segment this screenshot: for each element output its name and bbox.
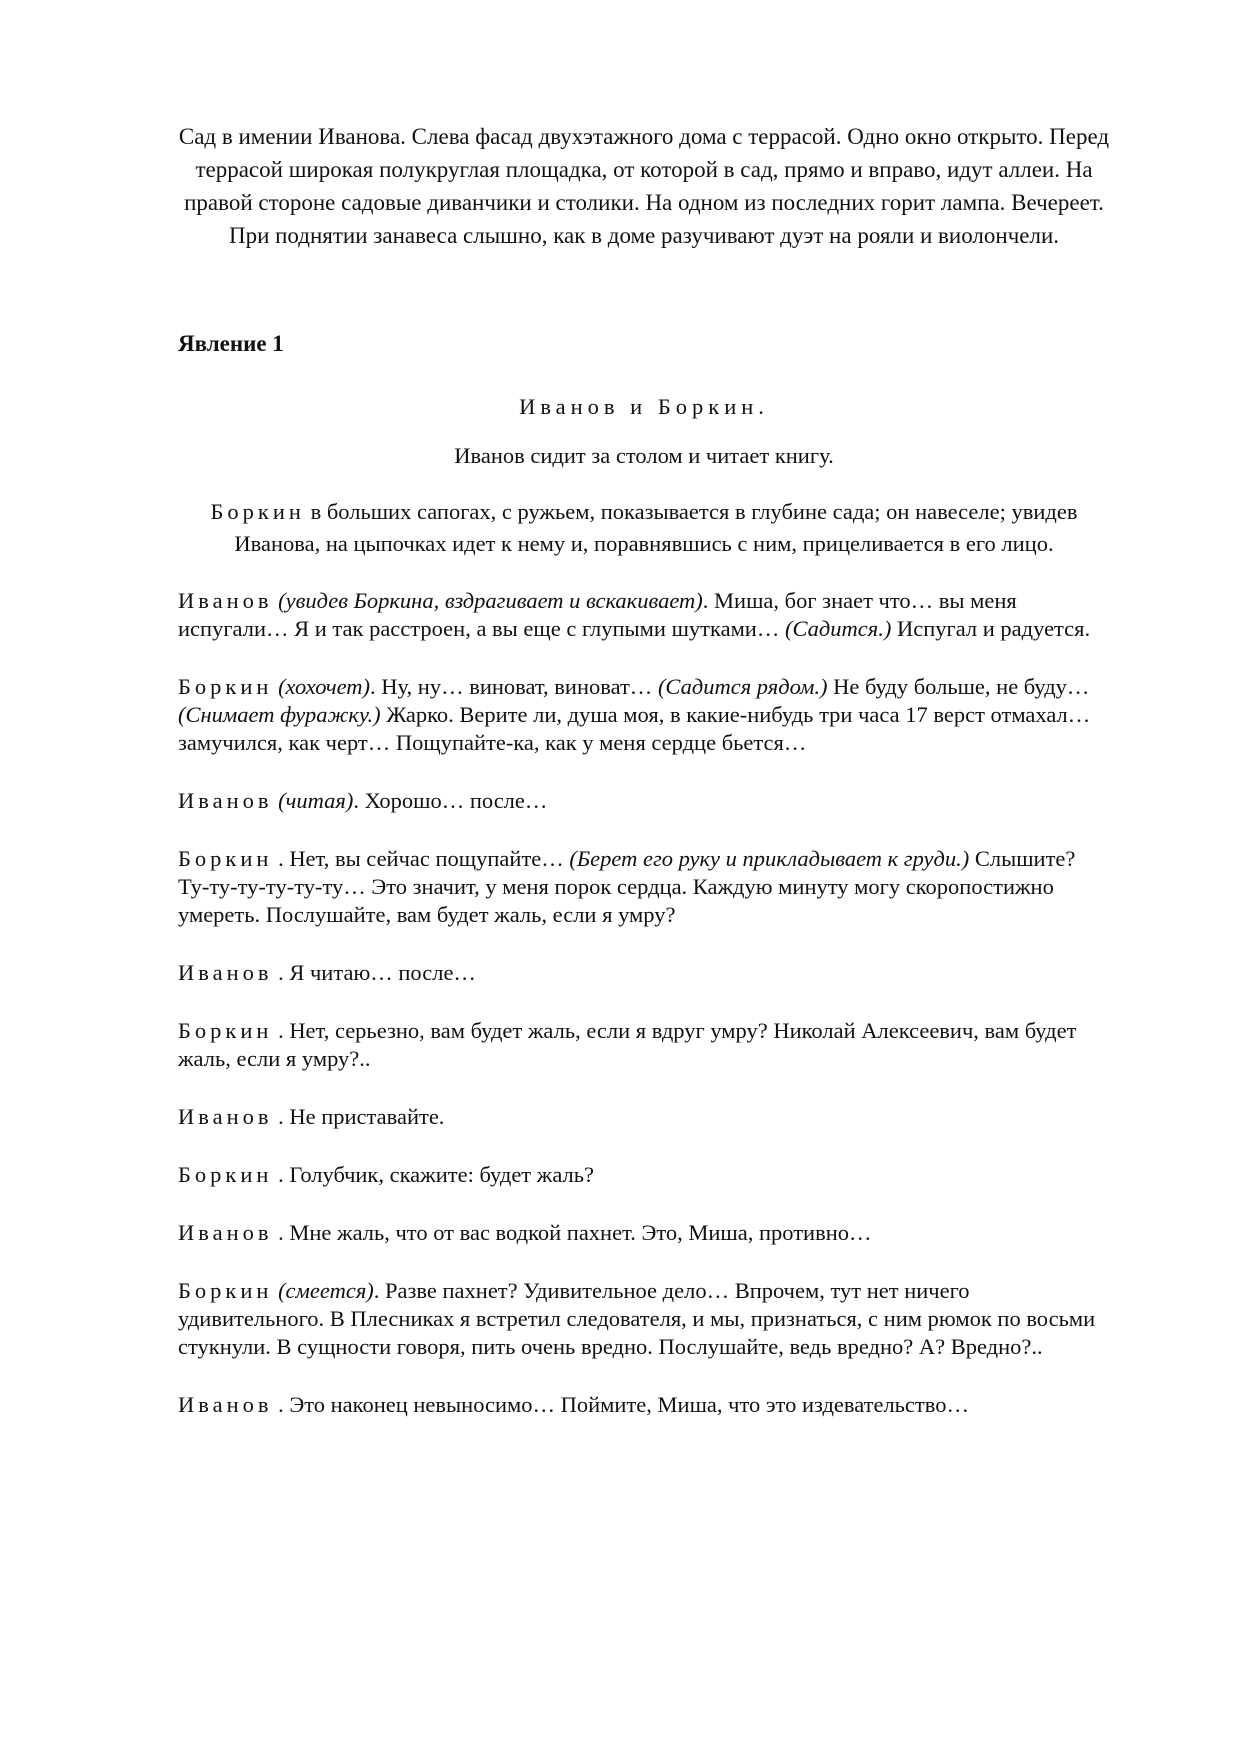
- dialogue-line: [178, 787, 1110, 815]
- document-page: [178, 120, 1110, 1449]
- dialogue-line: [178, 1017, 1110, 1073]
- stage-direction: (Снимает фуражку.): [178, 702, 381, 727]
- speaker-name: Иванов: [178, 960, 273, 985]
- line-text: . Хорошо… после…: [353, 788, 548, 813]
- scene-characters: Иванов и Боркин.: [519, 394, 769, 419]
- stage-direction: (Садится рядом.): [657, 674, 828, 699]
- dialogue-line: [178, 1277, 1110, 1361]
- speaker-name: Иванов: [178, 1220, 273, 1245]
- speaker-name: Иванов: [178, 1392, 273, 1417]
- line-text: . Нет, серьезно, вам будет жаль, если я вдруг умру? Николай Алексеевич, вам будет жаль, если я умру?..: [178, 1018, 1077, 1071]
- speaker-name: Иванов: [178, 788, 273, 813]
- line-text: . Мне жаль, что от вас водкой пахнет. Это, Миша, противно…: [272, 1220, 872, 1245]
- line-text: Не буду больше, не буду…: [827, 674, 1090, 699]
- speaker-name: Иванов: [178, 588, 273, 613]
- speaker-name: Боркин: [178, 1162, 273, 1187]
- stage-direction: (смеется): [278, 1278, 374, 1303]
- line-text: . Не приставайте.: [272, 1104, 445, 1129]
- dialogue-line: [178, 1161, 1110, 1189]
- dialogue-line: [178, 1219, 1110, 1247]
- speaker-name: Боркин: [178, 846, 273, 871]
- stage-note-ivanov: Иванов сидит за столом и читает книгу.: [454, 443, 834, 468]
- stage-direction: (хохочет): [278, 674, 371, 699]
- dialogue-line: [178, 845, 1110, 929]
- dialogue-line: [178, 959, 1110, 987]
- stage-note-borkin: [178, 496, 1110, 560]
- stage-direction: (Садится.): [784, 616, 892, 641]
- dialogue-line: [178, 1103, 1110, 1131]
- line-text: . Миша, бог знает что… вы меня испугали… Я и так расстроен, а вы еще с глупыми шутками…: [178, 588, 1017, 641]
- dialogue-line: [178, 587, 1110, 643]
- line-text: . Ну, ну… виноват, виноват…: [370, 674, 658, 699]
- line-text: Испугал и радуется.: [891, 616, 1091, 641]
- stage-direction: (читая): [278, 788, 354, 813]
- dialogue-line: [178, 673, 1110, 757]
- stage-direction: (Берет его руку и прикладывает к груди.): [569, 846, 970, 871]
- stage-note-text: в больших сапогах, с ружьем, показывается в глубине сада; он навеселе; увидев Иванова, на цыпочках идет к нему и, поравнявшись с ним, прицеливается в его лицо.: [234, 499, 1078, 556]
- line-text: . Я читаю… после…: [272, 960, 476, 985]
- line-text: . Разве пахнет? Удивительное дело… Впрочем, тут нет ничего удивительного. В Плесниках я встретил следователя, и мы, признаться, с ним рюмок по восьми стукнули. В сущности говоря, пить очень вредно. Послушайте, ведь вредно? А? Вредно?..: [178, 1278, 1096, 1359]
- line-text: . Это наконец невыносимо… Поймите, Миша, что это издевательство…: [272, 1392, 969, 1417]
- speaker-name: Боркин: [210, 499, 305, 524]
- line-text: . Нет, вы сейчас пощупайте…: [272, 846, 570, 871]
- stage-directions-intro: Сад в имении Иванова. Слева фасад двухэтажного дома с террасой. Одно окно открыто. Перед террасой широкая полукруглая площадка, от которой в сад, прямо и вправо, идут аллеи. На правой стороне садовые диванчики и столики. На одном из последних горит лампа. Вечереет. При поднятии занавеса слышно, как в доме разучивают дуэт на рояли и виолончели.: [178, 124, 1110, 248]
- line-text: Слышите? Ту-ту-ту-ту-ту-ту… Это значит, у меня порок сердца. Каждую минуту могу скоропостижно умереть. Послушайте, вам будет жаль, если я умру?: [178, 846, 1076, 927]
- speaker-name: Боркин: [178, 674, 273, 699]
- speaker-name: Боркин: [178, 1278, 273, 1303]
- line-text: . Голубчик, скажите: будет жаль?: [272, 1162, 594, 1187]
- scene-title: Явление 1: [178, 331, 284, 356]
- dialogue-line: [178, 1391, 1110, 1419]
- line-text: Жарко. Верите ли, душа моя, в какие-нибудь три часа 17 верст отмахал… замучился, как черт… Пощупайте-ка, как у меня сердце бьется…: [178, 702, 1091, 755]
- speaker-name: Боркин: [178, 1018, 273, 1043]
- dialogue: [178, 587, 1110, 1419]
- speaker-name: Иванов: [178, 1104, 273, 1129]
- stage-direction: (увидев Боркина, вздрагивает и вскакивает): [278, 588, 703, 613]
